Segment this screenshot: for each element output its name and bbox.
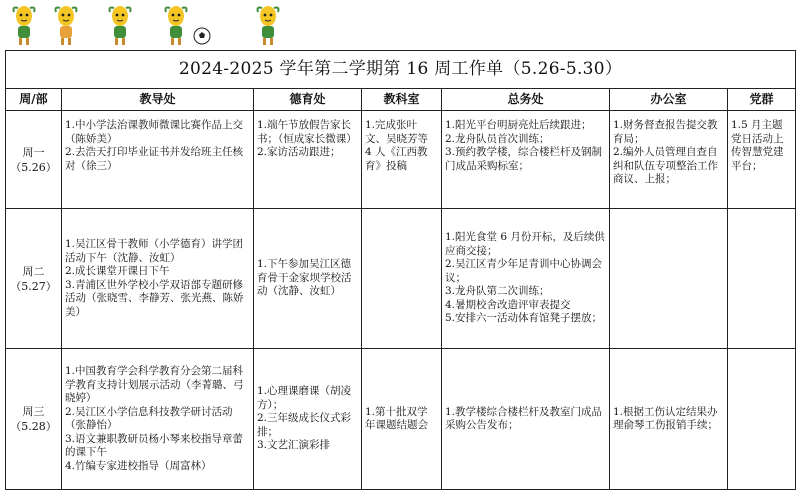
bangong-cell [610,209,728,349]
dangqun-cell [728,209,796,349]
sheet-title: 2024-2025 学年第二学期第 16 周工作单（5.26-5.30） [6,51,796,89]
table-row [6,111,796,209]
list-item: 3.语文兼职教研员杨小琴来校指导章蕾的课下午 [65,432,244,458]
list-item: 1.阳光食堂 6 月份开标，及后续供应商交接； [445,231,605,257]
dangqun-cell [728,349,796,490]
list-item: 1.吴江区骨干教师（小学德育）讲学团活动下午（沈静、汝虹） [65,238,244,264]
list-item: 1.中国教育学会科学教育分会第二届科学教育支持计划展示活动（李菁璐、弓晓婷） [65,365,244,404]
zongwu-cell [442,209,610,349]
dangqun-cell [728,111,796,209]
bangong-cell [610,349,728,490]
corn-mascot-icon [160,4,192,46]
jiaodao-cell [62,111,254,209]
list-item: 2.家访活动跟进； [257,146,341,158]
deyu-cell [254,349,362,490]
column-header-row [6,89,796,111]
list-item: 5.安排六一活动体育馆凳子摆放； [445,312,603,325]
column-header: 教导处 [62,89,254,111]
list-item: 2.去浩天打印毕业证书并发给班主任核对（徐三） [65,146,244,172]
list-item: 1.5 月主题党日活动上传智慧党建平台； [731,119,784,172]
list-item: 2.龙舟队员首次训练； [445,132,550,145]
list-item: 1.根据工伤认定结果办理俞琴工伤报销手续； [613,405,718,431]
list-item: 1.端午节放假告家长书；（恒成家长微课） [257,119,357,145]
column-header: 周/部 [6,89,62,111]
corn-mascot-icon [104,4,136,46]
corn-mascot-icon [50,4,82,46]
list-item: 2.成长课堂开课日下午 [65,265,170,277]
zongwu-cell [442,111,610,209]
day-cell [6,349,62,490]
jiaoke-cell [362,349,442,490]
list-item: 1.完成张叶文、吴晓芳等 4 人《江西教育》投稿 [365,119,428,172]
list-item: 1.中小学法治课教师微课比赛作品上交（陈娇美） [65,119,244,145]
list-item: 3.龙舟队第二次训练； [445,285,550,298]
list-item: 1.教学楼综合楼栏杆及教室门成品采购公告发布； [445,405,603,431]
list-item: 1.第十批双学年课题结题会 [365,405,428,431]
list-item: 1.阳光平台明厨亮灶后续跟进； [445,119,592,131]
day-cell [6,209,62,349]
jiaoke-cell [362,209,442,349]
list-item: 3.青浦区世外学校小学双语部专题研修活动（张晓雪、李静芳、张光燕、陈娇美） [65,278,244,318]
list-item: 2.编外人员管理自查自纠和队伍专项整治工作商议、上报； [613,146,718,185]
column-header: 党群 [728,89,796,111]
list-item: 2.吴江区青少年足青训中心协调会议； [445,258,603,284]
list-item: 2.吴江区小学信息科技教学研讨活动（张静怡） [65,405,233,431]
mascot-header-strip [0,0,800,50]
list-item: 4.竹编专家进校指导（周富林） [65,459,212,472]
day-label: 周三 [22,405,45,418]
column-header: 总务处 [442,89,610,111]
jiaoke-cell [362,111,442,209]
list-item: 1.下午参加吴江区德育骨干金家坝学校活动（沈静、汝虹） [257,258,352,298]
day-cell [6,111,62,209]
day-date: （5.27） [10,279,57,293]
list-item: 1.心理课磨课（胡凌方）； [257,385,352,411]
corn-mascot-icon [8,4,40,46]
deyu-cell [254,111,362,209]
jiaodao-cell [62,349,254,490]
day-label: 周二 [22,264,45,278]
jiaodao-cell [62,209,254,349]
table-row [6,349,796,490]
column-header: 教科室 [362,89,442,111]
deyu-cell [254,209,362,349]
column-header: 德育处 [254,89,362,111]
weekly-work-table [5,50,796,490]
corn-mascot-icon [252,4,284,46]
table-row [6,209,796,349]
day-date: （5.28） [10,420,57,433]
list-item: 3.文艺汇演彩排 [257,439,331,452]
list-item: 4.暑期校舍改造评审表提交 [445,298,571,311]
list-item: 2.三年级成长仪式彩排； [257,412,352,438]
column-header: 办公室 [610,89,728,111]
list-item: 1.财务督查报告提交教育局； [613,119,718,145]
soccer-ball-icon [193,27,211,45]
day-label: 周一 [22,145,45,159]
zongwu-cell [442,349,610,490]
bangong-cell [610,111,728,209]
list-item: 3.预约教学楼，综合楼栏杆及钢制门成品采购标室； [445,146,603,172]
day-date: （5.26） [10,160,57,174]
